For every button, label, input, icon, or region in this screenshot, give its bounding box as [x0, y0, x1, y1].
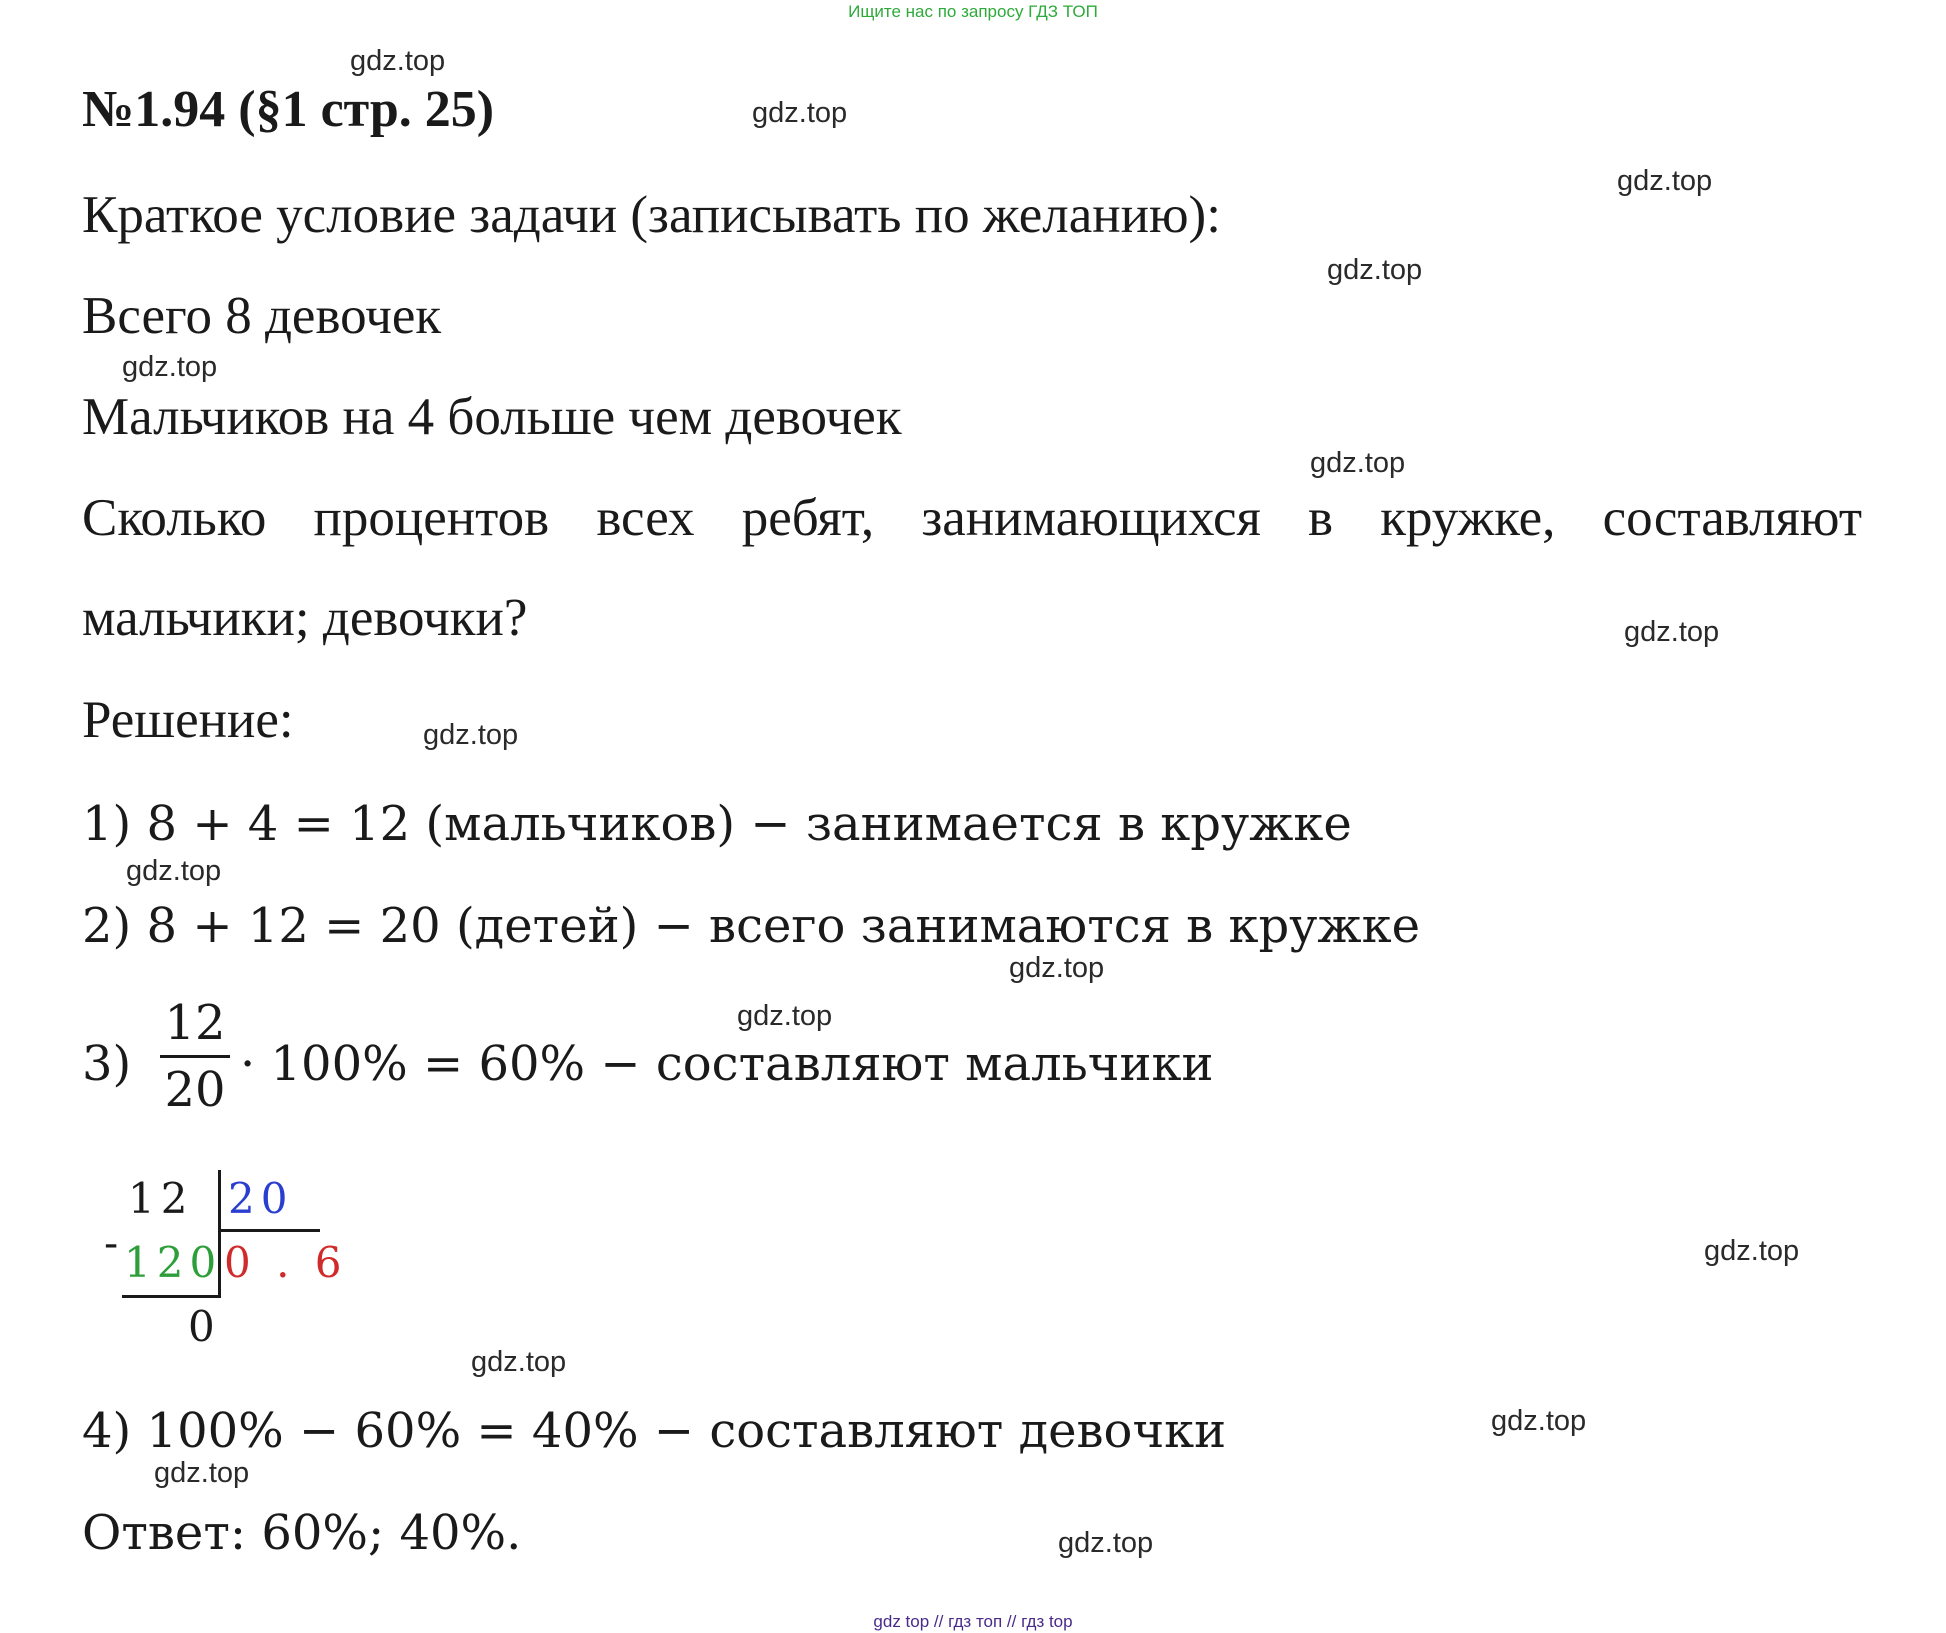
search-banner: Ищите нас по запросу ГДЗ ТОП [848, 2, 1098, 21]
ld-minus-sign: - [104, 1218, 125, 1267]
solution-step-1: 1) 8 + 4 = 12 (мальчиков) − занимается в кружке [82, 796, 1352, 852]
condition-intro: Краткое условие задачи (записывать по желанию): [82, 186, 1221, 244]
watermark: gdz.top [737, 1000, 833, 1032]
solution-step-2: 2) 8 + 12 = 20 (детей) − всего занимаются в кружке [82, 898, 1420, 954]
solution-step-3-rest: · 100% = 60% − составляют мальчики [240, 1036, 1214, 1092]
ld-divisor-underline [218, 1229, 320, 1232]
condition-boys: Мальчиков на 4 больше чем девочек [82, 388, 902, 446]
watermark: gdz.top [1704, 1235, 1800, 1267]
fraction-12-20 [160, 993, 230, 1120]
ld-dividend: 12 [128, 1174, 194, 1223]
solution-step-3-prefix: 3) [82, 1036, 132, 1092]
long-division [98, 1162, 348, 1352]
ld-remainder: 0 [188, 1302, 221, 1351]
watermark: gdz.top [423, 719, 519, 751]
watermark: gdz.top [1624, 616, 1720, 648]
watermark: gdz.top [471, 1346, 567, 1378]
ld-quotient: 0 . 6 [224, 1238, 348, 1287]
watermark: gdz.top [154, 1457, 250, 1489]
watermark: gdz.top [1009, 952, 1105, 984]
watermark: gdz.top [1617, 165, 1713, 197]
watermark: gdz.top [350, 45, 446, 77]
watermark: gdz.top [126, 855, 222, 887]
fraction-numerator: 12 [164, 995, 226, 1051]
watermark: gdz.top [1310, 447, 1406, 479]
footer-links: gdz top // гдз топ // гдз top [873, 1612, 1073, 1631]
fraction-bar [160, 1055, 230, 1058]
solution-label: Решение: [82, 691, 294, 749]
ld-subtrahend: 120 [124, 1238, 223, 1287]
condition-question-line2: мальчики; девочки? [82, 589, 528, 647]
ld-result-line [122, 1295, 221, 1298]
watermark: gdz.top [1491, 1405, 1587, 1437]
condition-question-line1: Сколько процентов всех ребят, занимающихся в кружке, составляют [82, 489, 1862, 547]
watermark: gdz.top [1058, 1527, 1154, 1559]
solution-step-4: 4) 100% − 60% = 40% − составляют девочки [82, 1403, 1227, 1459]
fraction-denominator: 20 [164, 1062, 226, 1118]
watermark: gdz.top [1327, 254, 1423, 286]
answer: Ответ: 60%; 40%. [82, 1505, 522, 1561]
watermark: gdz.top [752, 97, 848, 129]
watermark: gdz.top [122, 351, 218, 383]
condition-girls: Всего 8 девочек [82, 287, 442, 345]
task-heading: №1.94 (§1 стр. 25) [82, 81, 495, 138]
ld-divisor: 20 [228, 1174, 294, 1223]
